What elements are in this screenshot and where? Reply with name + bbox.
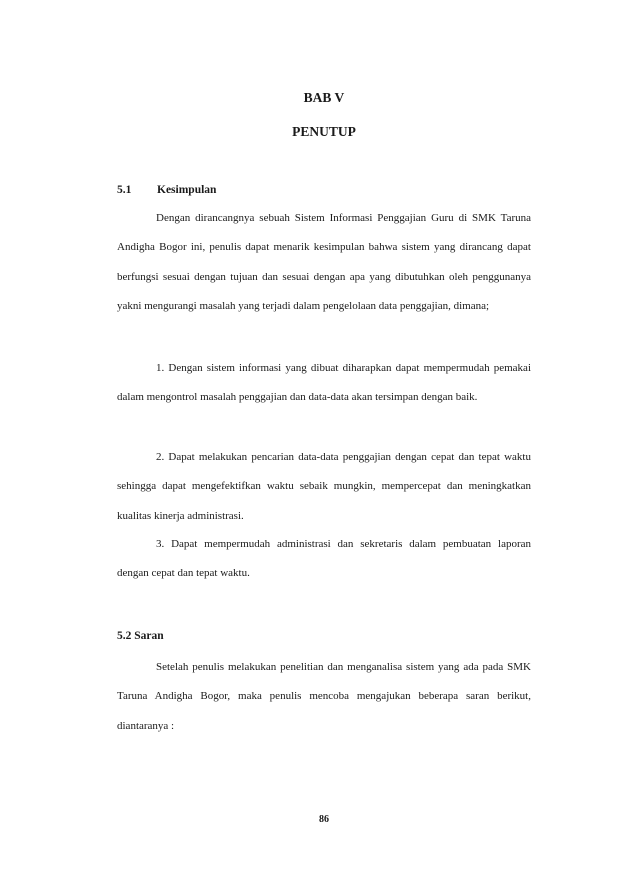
section-number: 5.1 — [117, 184, 132, 196]
conclusion-intro-paragraph: Dengan dirancangnya sebuah Sistem Informasi Penggajian Guru di SMK Taruna Andigha Bogor ini, penulis dapat menarik kesimpulan bahwa sistem yang dirancang dapat berfungsi sesuai dengan tujuan dan sesuai dengan apa yang dibutuhkan oleh penggunanya yakni mengurangi masalah yang terjadi dalam pengelolaan data penggajian, dimana; — [117, 212, 531, 313]
section-heading-kesimpulan — [117, 184, 216, 196]
page-number: 86 — [319, 814, 329, 825]
section-title: Kesimpulan — [157, 184, 217, 196]
suggestion-intro-paragraph: Setelah penulis melakukan penelitian dan menganalisa sistem yang ada pada SMK Taruna Andigha Bogor, maka penulis mencoba mengajukan beberapa saran berikut, diantaranya : — [117, 661, 531, 732]
chapter-title: PENUTUP — [292, 124, 356, 139]
conclusion-point-3: 3. Dapat mempermudah administrasi dan sekretaris dalam pembuatan laporan dengan cepat dan tepat waktu. — [117, 538, 531, 580]
chapter-number: BAB V — [303, 90, 345, 105]
conclusion-point-2: 2. Dapat melakukan pencarian data-data penggajian dengan cepat dan tepat waktu sehingga dapat mengefektifkan waktu sebaik mungkin, mempercepat dan meningkatkan kualitas kinerja administrasi. — [117, 451, 531, 522]
section-heading-saran: 5.2 Saran — [117, 630, 164, 642]
conclusion-point-1: 1. Dengan sistem informasi yang dibuat diharapkan dapat mempermudah pemakai dalam mengontrol masalah penggajian dan data-data akan tersimpan dengan baik. — [117, 362, 531, 404]
